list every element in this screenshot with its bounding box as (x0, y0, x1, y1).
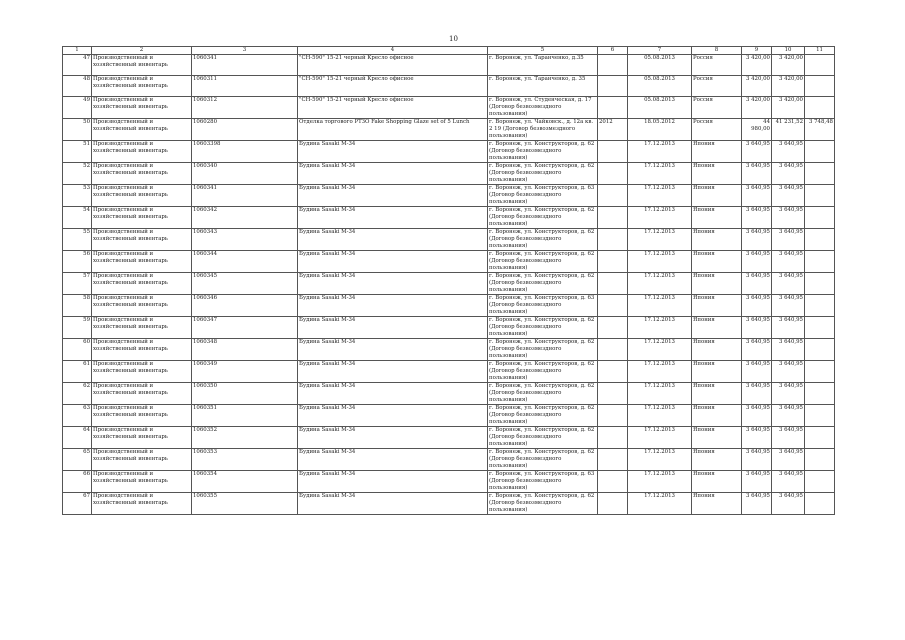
col-header: 6 (598, 47, 628, 55)
col-header: 1 (63, 47, 92, 55)
row-number-cell: 50 (63, 119, 92, 141)
col-header: 10 (772, 47, 805, 55)
date-cell: 17.12.2013 (628, 141, 692, 163)
year-cell (598, 361, 628, 383)
year-cell (598, 449, 628, 471)
asset-name-cell: Будина Sasaki M-34 (298, 339, 488, 361)
year-cell (598, 55, 628, 76)
asset-category-cell: Производственный и хозяйственный инвентарь (92, 97, 192, 119)
row-number-cell: 54 (63, 207, 92, 229)
table-row (63, 97, 835, 119)
location-cell: г. Воронеж, ул. Конструкторов, д. 62 (Договор безвозмездного пользования) (488, 493, 598, 515)
date-cell: 05.08.2013 (628, 97, 692, 119)
date-cell: 17.12.2013 (628, 185, 692, 207)
country-cell: Япония (692, 339, 742, 361)
location-cell: г. Воронеж, ул. Конструкторов, д. 62 (Договор безвозмездного пользования) (488, 361, 598, 383)
initial-cost-cell: 3 420,00 (742, 97, 772, 119)
inventory-number-cell: 1060347 (192, 317, 298, 339)
residual-value-cell (805, 361, 835, 383)
row-number-cell: 64 (63, 427, 92, 449)
asset-category-cell: Производственный и хозяйственный инвентарь (92, 229, 192, 251)
date-cell: 17.12.2013 (628, 471, 692, 493)
table-row (63, 405, 835, 427)
date-cell: 17.12.2013 (628, 361, 692, 383)
location-cell: г. Воронеж, ул. Таранченко, д. 35 (488, 76, 598, 97)
location-cell: г. Воронеж, ул. Конструкторов, д. 62 (Договор безвозмездного пользования) (488, 339, 598, 361)
inventory-number-cell: 1060345 (192, 273, 298, 295)
country-cell: Япония (692, 383, 742, 405)
year-cell (598, 163, 628, 185)
asset-name-cell: Будина Sasaki M-34 (298, 295, 488, 317)
residual-value-cell (805, 295, 835, 317)
year-cell: 2012 (598, 119, 628, 141)
initial-cost-cell: 3 640,95 (742, 207, 772, 229)
table-row (63, 251, 835, 273)
location-cell: г. Воронеж, ул. Студенческая, д. 17 (Договор безвозмездного пользования) (488, 97, 598, 119)
asset-name-cell: Будина Sasaki M-34 (298, 207, 488, 229)
row-number-cell: 62 (63, 383, 92, 405)
residual-value-cell (805, 185, 835, 207)
residual-value-cell (805, 339, 835, 361)
table-row (63, 273, 835, 295)
country-cell: Япония (692, 427, 742, 449)
row-number-cell: 58 (63, 295, 92, 317)
depreciation-cell: 3 640,95 (772, 339, 805, 361)
location-cell: г. Воронеж, ул. Конструкторов, д. 63 (Договор безвозмездного пользования) (488, 185, 598, 207)
year-cell (598, 76, 628, 97)
year-cell (598, 405, 628, 427)
col-header: 7 (628, 47, 692, 55)
date-cell: 17.12.2013 (628, 229, 692, 251)
depreciation-cell: 3 640,95 (772, 405, 805, 427)
asset-category-cell: Производственный и хозяйственный инвентарь (92, 119, 192, 141)
depreciation-cell: 3 640,95 (772, 361, 805, 383)
inventory-number-cell: 1060280 (192, 119, 298, 141)
location-cell: г. Воронеж, ул. Конструкторов, д. 62 (Договор безвозмездного пользования) (488, 383, 598, 405)
inventory-number-cell: 1060346 (192, 295, 298, 317)
asset-category-cell: Производственный и хозяйственный инвентарь (92, 185, 192, 207)
inventory-number-cell: 1060350 (192, 383, 298, 405)
asset-category-cell: Производственный и хозяйственный инвентарь (92, 361, 192, 383)
location-cell: г. Воронеж, ул. Конструкторов, д. 63 (Договор безвозмездного пользования) (488, 471, 598, 493)
table-row (63, 229, 835, 251)
residual-value-cell: 3 748,48 (805, 119, 835, 141)
col-header: 9 (742, 47, 772, 55)
asset-category-cell: Производственный и хозяйственный инвентарь (92, 55, 192, 76)
depreciation-cell: 3 640,95 (772, 273, 805, 295)
inventory-number-cell: 1060341 (192, 55, 298, 76)
column-number-row (63, 47, 835, 55)
initial-cost-cell: 3 640,95 (742, 383, 772, 405)
asset-category-cell: Производственный и хозяйственный инвентарь (92, 449, 192, 471)
year-cell (598, 317, 628, 339)
location-cell: г. Воронеж, ул. Чайковск., д. 12а кв. 2 19 (Договор безвозмездного пользования) (488, 119, 598, 141)
depreciation-cell: 3 640,95 (772, 295, 805, 317)
asset-name-cell: Отделка торгового РТЗО Fake Shopping Glaze set of 5 Lunch (298, 119, 488, 141)
asset-category-cell: Производственный и хозяйственный инвентарь (92, 383, 192, 405)
location-cell: г. Воронеж, ул. Конструкторов, д. 62 (Договор безвозмездного пользования) (488, 317, 598, 339)
initial-cost-cell: 44 980,00 (742, 119, 772, 141)
country-cell: Россия (692, 55, 742, 76)
year-cell (598, 207, 628, 229)
residual-value-cell (805, 427, 835, 449)
initial-cost-cell: 3 640,95 (742, 185, 772, 207)
asset-name-cell: "CH-590" 15-21 черный Кресло офисное (298, 55, 488, 76)
country-cell: Япония (692, 471, 742, 493)
date-cell: 17.12.2013 (628, 339, 692, 361)
col-header: 3 (192, 47, 298, 55)
depreciation-cell: 41 231,52 (772, 119, 805, 141)
asset-category-cell: Производственный и хозяйственный инвентарь (92, 141, 192, 163)
location-cell: г. Воронеж, ул. Таранченко, д.35 (488, 55, 598, 76)
asset-category-cell: Производственный и хозяйственный инвентарь (92, 405, 192, 427)
col-header: 5 (488, 47, 598, 55)
residual-value-cell (805, 76, 835, 97)
row-number-cell: 53 (63, 185, 92, 207)
col-header: 11 (805, 47, 835, 55)
asset-name-cell: "CH-590" 15-21 черный Кресло офисное (298, 76, 488, 97)
depreciation-cell: 3 640,95 (772, 427, 805, 449)
country-cell: Япония (692, 229, 742, 251)
page-number: 10 (449, 35, 458, 43)
date-cell: 17.12.2013 (628, 251, 692, 273)
table-row (63, 207, 835, 229)
inventory-number-cell: 1060348 (192, 339, 298, 361)
residual-value-cell (805, 471, 835, 493)
row-number-cell: 55 (63, 229, 92, 251)
depreciation-cell: 3 640,95 (772, 229, 805, 251)
depreciation-cell: 3 420,00 (772, 76, 805, 97)
row-number-cell: 59 (63, 317, 92, 339)
country-cell: Япония (692, 449, 742, 471)
table-row (63, 141, 835, 163)
initial-cost-cell: 3 640,95 (742, 295, 772, 317)
inventory-number-cell: 1060352 (192, 427, 298, 449)
table-body (63, 47, 835, 515)
country-cell: Россия (692, 97, 742, 119)
residual-value-cell (805, 163, 835, 185)
location-cell: г. Воронеж, ул. Конструкторов, д. 62 (Договор безвозмездного пользования) (488, 449, 598, 471)
location-cell: г. Воронеж, ул. Конструкторов, д. 62 (Договор безвозмездного пользования) (488, 273, 598, 295)
date-cell: 05.08.2013 (628, 76, 692, 97)
table-row (63, 76, 835, 97)
table-row (63, 427, 835, 449)
initial-cost-cell: 3 640,95 (742, 339, 772, 361)
depreciation-cell: 3 640,95 (772, 383, 805, 405)
country-cell: Япония (692, 317, 742, 339)
country-cell: Япония (692, 295, 742, 317)
initial-cost-cell: 3 640,95 (742, 229, 772, 251)
location-cell: г. Воронеж, ул. Конструкторов, д. 62 (Договор безвозмездного пользования) (488, 405, 598, 427)
location-cell: г. Воронеж, ул. Конструкторов, д. 62 (Договор безвозмездного пользования) (488, 427, 598, 449)
location-cell: г. Воронеж, ул. Конструкторов, д. 63 (Договор безвозмездного пользования) (488, 295, 598, 317)
initial-cost-cell: 3 640,95 (742, 251, 772, 273)
asset-category-cell: Производственный и хозяйственный инвентарь (92, 493, 192, 515)
country-cell: Япония (692, 493, 742, 515)
depreciation-cell: 3 640,95 (772, 251, 805, 273)
inventory-number-cell: 1060312 (192, 97, 298, 119)
table-row (63, 339, 835, 361)
table-row (63, 55, 835, 76)
initial-cost-cell: 3 640,95 (742, 163, 772, 185)
country-cell: Япония (692, 141, 742, 163)
date-cell: 17.12.2013 (628, 207, 692, 229)
asset-name-cell: Будина Sasaki M-34 (298, 493, 488, 515)
country-cell: Япония (692, 251, 742, 273)
depreciation-cell: 3 420,00 (772, 55, 805, 76)
location-cell: г. Воронеж, ул. Конструкторов, д. 62 (Договор безвозмездного пользования) (488, 251, 598, 273)
depreciation-cell: 3 640,95 (772, 449, 805, 471)
location-cell: г. Воронеж, ул. Конструкторов, д. 62 (Договор безвозмездного пользования) (488, 207, 598, 229)
year-cell (598, 229, 628, 251)
asset-name-cell: Будина Sasaki M-34 (298, 251, 488, 273)
year-cell (598, 427, 628, 449)
initial-cost-cell: 3 640,95 (742, 361, 772, 383)
residual-value-cell (805, 97, 835, 119)
asset-name-cell: Будина Sasaki M-34 (298, 361, 488, 383)
asset-name-cell: Будина Sasaki M-34 (298, 471, 488, 493)
year-cell (598, 251, 628, 273)
inventory-number-cell: 1060354 (192, 471, 298, 493)
residual-value-cell (805, 141, 835, 163)
depreciation-cell: 3 640,95 (772, 493, 805, 515)
table-row (63, 185, 835, 207)
residual-value-cell (805, 405, 835, 427)
initial-cost-cell: 3 640,95 (742, 317, 772, 339)
date-cell: 17.12.2013 (628, 405, 692, 427)
asset-category-cell: Производственный и хозяйственный инвентарь (92, 317, 192, 339)
residual-value-cell (805, 493, 835, 515)
depreciation-cell: 3 640,95 (772, 185, 805, 207)
asset-name-cell: Будина Sasaki M-34 (298, 449, 488, 471)
asset-category-cell: Производственный и хозяйственный инвентарь (92, 273, 192, 295)
table-row (63, 361, 835, 383)
inventory-number-cell: 1060340 (192, 163, 298, 185)
asset-category-cell: Производственный и хозяйственный инвентарь (92, 295, 192, 317)
table-row (63, 493, 835, 515)
initial-cost-cell: 3 640,95 (742, 471, 772, 493)
date-cell: 17.12.2013 (628, 163, 692, 185)
date-cell: 17.12.2013 (628, 317, 692, 339)
asset-name-cell: Будина Sasaki M-34 (298, 229, 488, 251)
inventory-number-cell: 1060342 (192, 207, 298, 229)
residual-value-cell (805, 55, 835, 76)
depreciation-cell: 3 640,95 (772, 207, 805, 229)
country-cell: Япония (692, 163, 742, 185)
asset-category-cell: Производственный и хозяйственный инвентарь (92, 163, 192, 185)
row-number-cell: 47 (63, 55, 92, 76)
initial-cost-cell: 3 640,95 (742, 273, 772, 295)
date-cell: 17.12.2013 (628, 427, 692, 449)
asset-name-cell: Будина Sasaki M-34 (298, 141, 488, 163)
country-cell: Япония (692, 361, 742, 383)
residual-value-cell (805, 273, 835, 295)
inventory-number-cell: 1060355 (192, 493, 298, 515)
asset-category-cell: Производственный и хозяйственный инвентарь (92, 339, 192, 361)
date-cell: 18.05.2012 (628, 119, 692, 141)
location-cell: г. Воронеж, ул. Конструкторов, д. 62 (Договор безвозмездного пользования) (488, 163, 598, 185)
row-number-cell: 51 (63, 141, 92, 163)
depreciation-cell: 3 640,95 (772, 471, 805, 493)
col-header: 4 (298, 47, 488, 55)
asset-category-cell: Производственный и хозяйственный инвентарь (92, 207, 192, 229)
residual-value-cell (805, 383, 835, 405)
initial-cost-cell: 3 640,95 (742, 141, 772, 163)
country-cell: Япония (692, 405, 742, 427)
year-cell (598, 295, 628, 317)
year-cell (598, 383, 628, 405)
inventory-number-cell: 1060353 (192, 449, 298, 471)
location-cell: г. Воронеж, ул. Конструкторов, д. 62 (Договор безвозмездного пользования) (488, 229, 598, 251)
asset-category-cell: Производственный и хозяйственный инвентарь (92, 76, 192, 97)
initial-cost-cell: 3 640,95 (742, 493, 772, 515)
table-row (63, 295, 835, 317)
year-cell (598, 471, 628, 493)
table-row (63, 317, 835, 339)
initial-cost-cell: 3 640,95 (742, 405, 772, 427)
year-cell (598, 339, 628, 361)
table-row (63, 119, 835, 141)
initial-cost-cell: 3 640,95 (742, 449, 772, 471)
asset-name-cell: Будина Sasaki M-34 (298, 405, 488, 427)
residual-value-cell (805, 207, 835, 229)
inventory-number-cell: 1060341 (192, 185, 298, 207)
residual-value-cell (805, 229, 835, 251)
asset-name-cell: Будина Sasaki M-34 (298, 427, 488, 449)
asset-name-cell: Будина Sasaki M-34 (298, 185, 488, 207)
inventory-number-cell: 1060351 (192, 405, 298, 427)
row-number-cell: 61 (63, 361, 92, 383)
depreciation-cell: 3 420,00 (772, 97, 805, 119)
year-cell (598, 141, 628, 163)
country-cell: Россия (692, 76, 742, 97)
depreciation-cell: 3 640,95 (772, 163, 805, 185)
initial-cost-cell: 3 420,00 (742, 76, 772, 97)
row-number-cell: 65 (63, 449, 92, 471)
residual-value-cell (805, 251, 835, 273)
row-number-cell: 56 (63, 251, 92, 273)
asset-name-cell: Будина Sasaki M-34 (298, 317, 488, 339)
initial-cost-cell: 3 640,95 (742, 427, 772, 449)
country-cell: Япония (692, 185, 742, 207)
row-number-cell: 67 (63, 493, 92, 515)
year-cell (598, 273, 628, 295)
inventory-table (62, 46, 835, 515)
depreciation-cell: 3 640,95 (772, 317, 805, 339)
col-header: 8 (692, 47, 742, 55)
table-row (63, 163, 835, 185)
inventory-number-cell: 1060344 (192, 251, 298, 273)
location-cell: г. Воронеж, ул. Конструкторов, д. 62 (Договор безвозмездного пользования) (488, 141, 598, 163)
table-row (63, 471, 835, 493)
year-cell (598, 185, 628, 207)
country-cell: Япония (692, 207, 742, 229)
row-number-cell: 52 (63, 163, 92, 185)
inventory-number-cell: 10603398 (192, 141, 298, 163)
row-number-cell: 48 (63, 76, 92, 97)
asset-category-cell: Производственный и хозяйственный инвентарь (92, 471, 192, 493)
inventory-number-cell: 1060349 (192, 361, 298, 383)
year-cell (598, 493, 628, 515)
asset-name-cell: Будина Sasaki M-34 (298, 273, 488, 295)
depreciation-cell: 3 640,95 (772, 141, 805, 163)
asset-category-cell: Производственный и хозяйственный инвентарь (92, 251, 192, 273)
row-number-cell: 60 (63, 339, 92, 361)
date-cell: 17.12.2013 (628, 449, 692, 471)
asset-name-cell: Будина Sasaki M-34 (298, 383, 488, 405)
year-cell (598, 97, 628, 119)
row-number-cell: 57 (63, 273, 92, 295)
row-number-cell: 66 (63, 471, 92, 493)
inventory-number-cell: 1060311 (192, 76, 298, 97)
country-cell: Россия (692, 119, 742, 141)
date-cell: 17.12.2013 (628, 273, 692, 295)
initial-cost-cell: 3 420,00 (742, 55, 772, 76)
residual-value-cell (805, 317, 835, 339)
country-cell: Япония (692, 273, 742, 295)
date-cell: 17.12.2013 (628, 383, 692, 405)
row-number-cell: 63 (63, 405, 92, 427)
date-cell: 05.08.2013 (628, 55, 692, 76)
table-row (63, 449, 835, 471)
col-header: 2 (92, 47, 192, 55)
asset-category-cell: Производственный и хозяйственный инвентарь (92, 427, 192, 449)
date-cell: 17.12.2013 (628, 493, 692, 515)
asset-name-cell: Будина Sasaki M-34 (298, 163, 488, 185)
table-row (63, 383, 835, 405)
inventory-number-cell: 1060343 (192, 229, 298, 251)
residual-value-cell (805, 449, 835, 471)
row-number-cell: 49 (63, 97, 92, 119)
asset-name-cell: "CH-590" 15-21 черный Кресло офисное (298, 97, 488, 119)
date-cell: 17.12.2013 (628, 295, 692, 317)
